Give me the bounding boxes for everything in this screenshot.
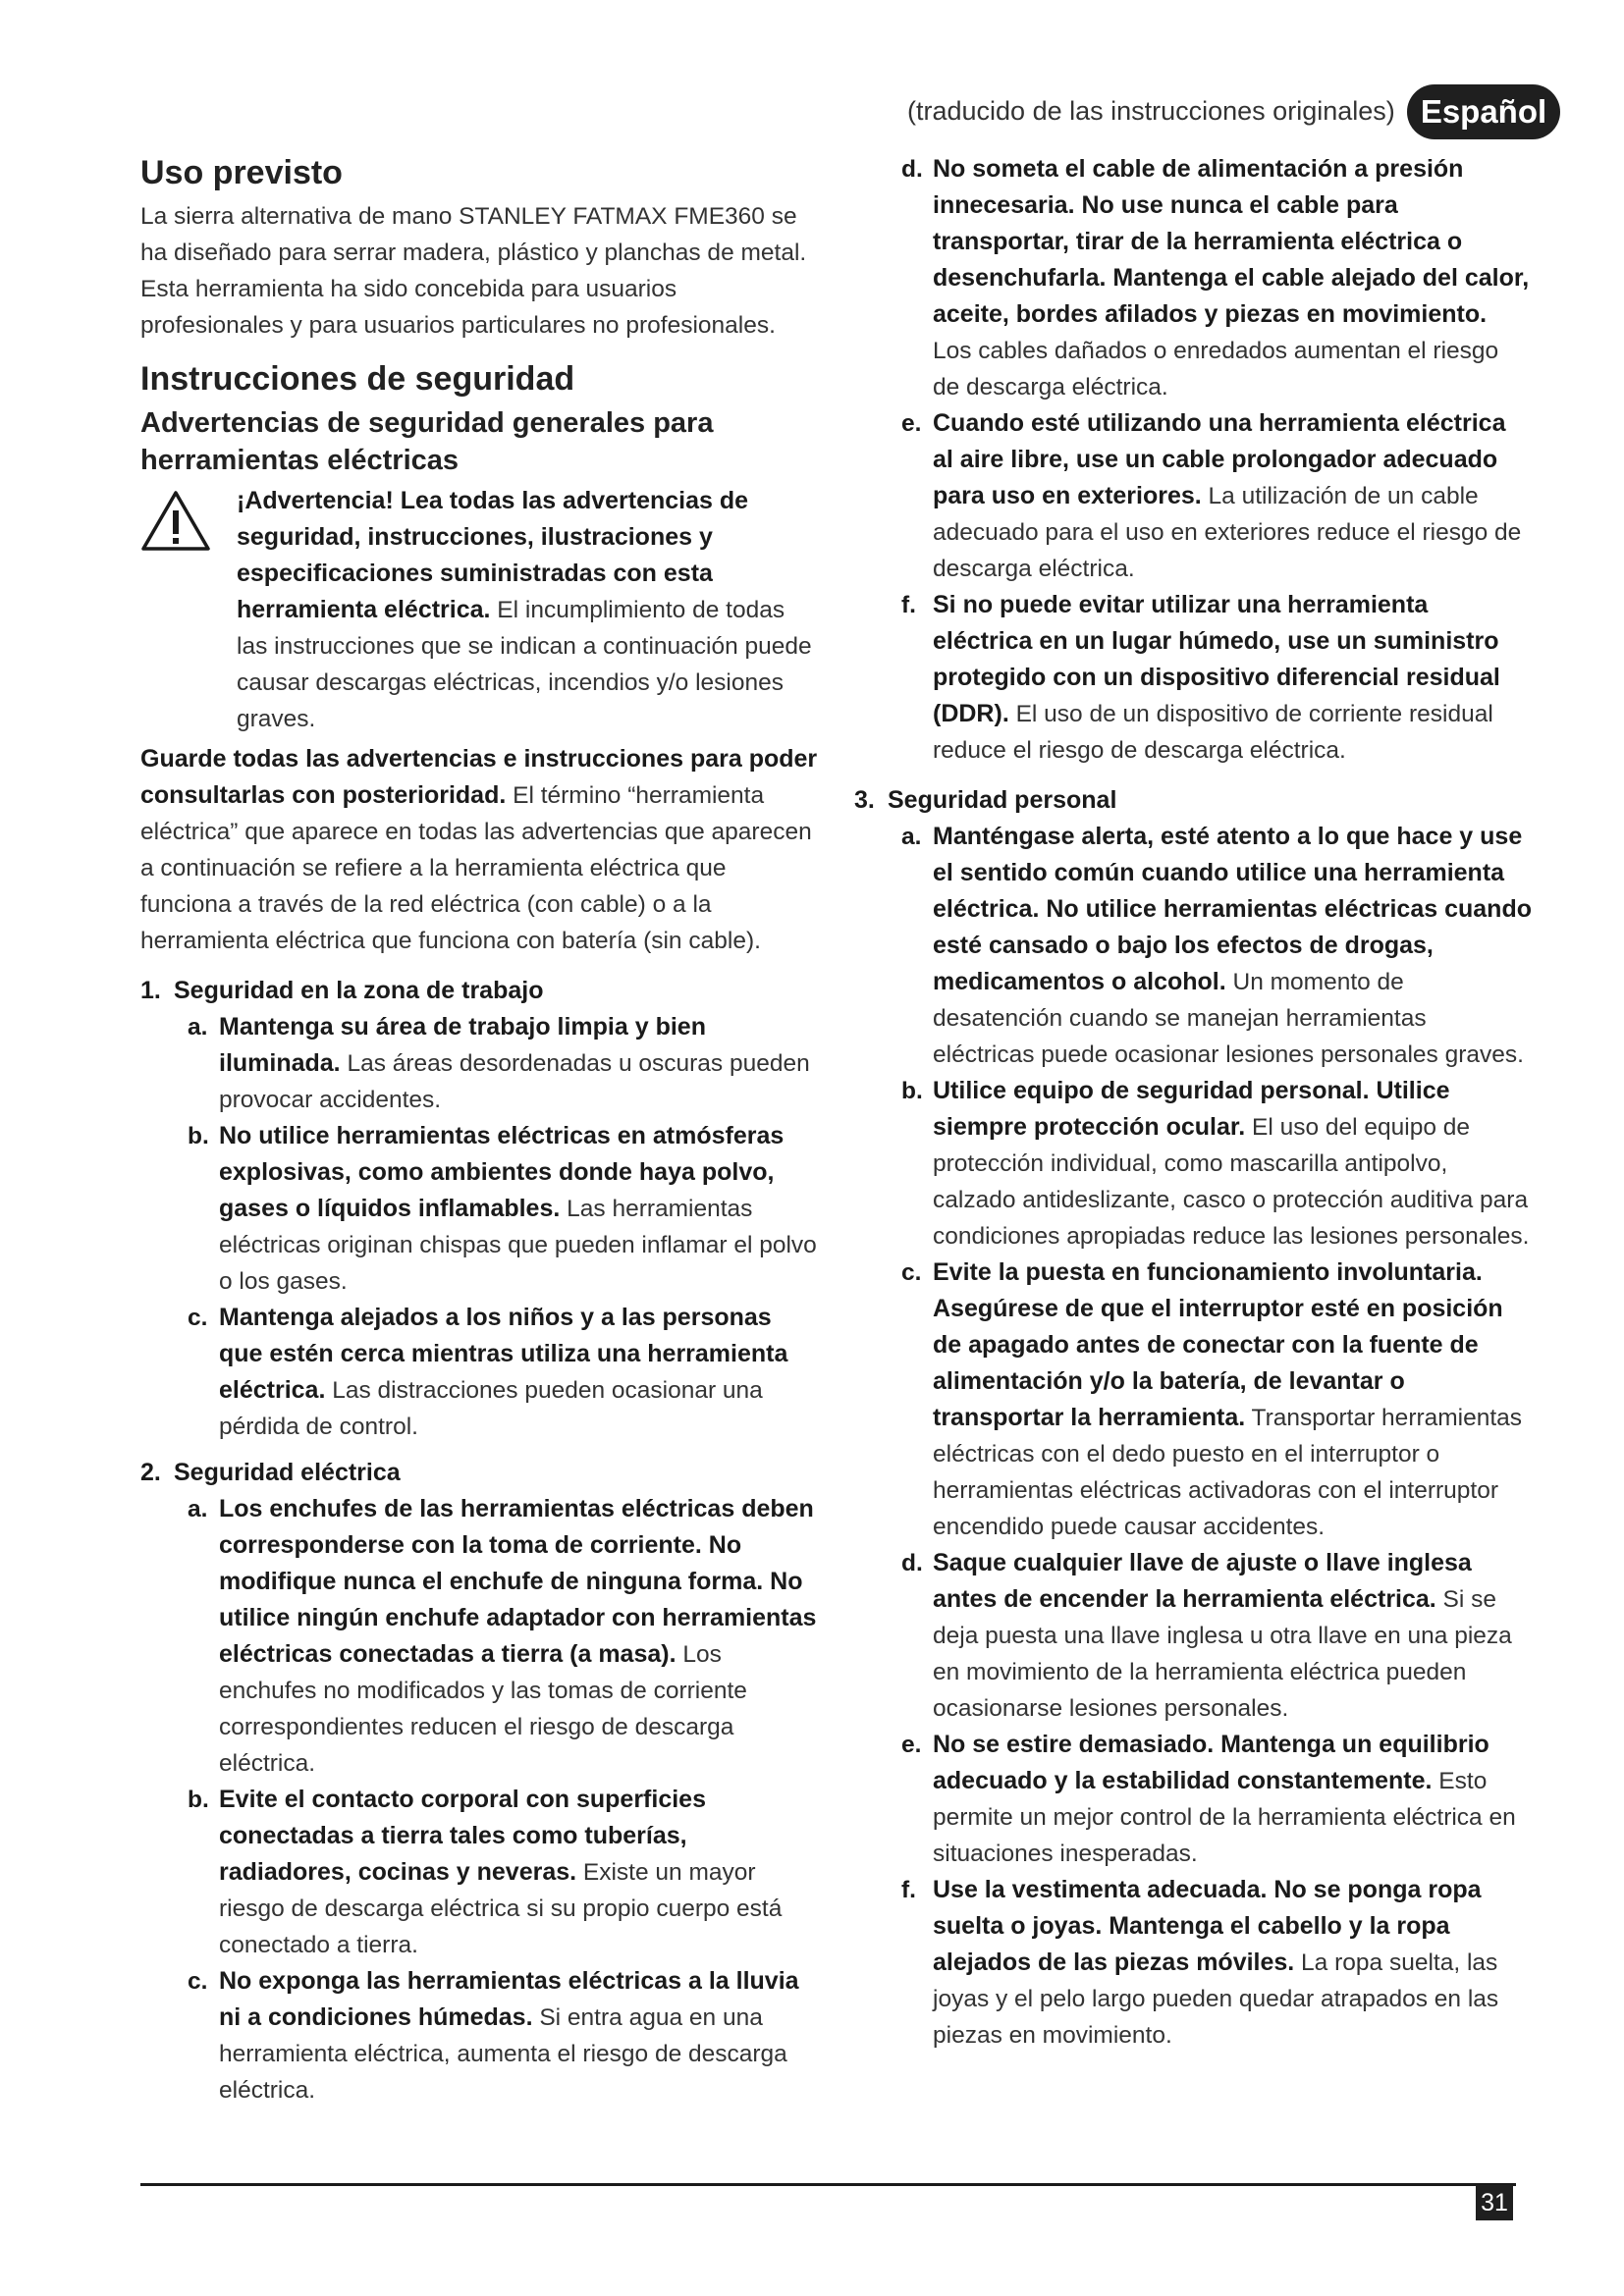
right-column (854, 151, 1532, 2054)
keep-bold: Guarde todas las advertencias e instrucciones para poder consultarlas con posterioridad. (140, 745, 818, 809)
list-item: b. Evite el contacto corporal con superficies conectadas a tierra tales como tuberías, radiadores, cocinas y neveras. Existe un mayor riesgo de descarga eléctrica si su propio cuerpo está conectado a tierra. (188, 1786, 783, 1958)
seguridad-subtitle: Advertencias de seguridad generales para herramientas eléctricas (140, 407, 714, 476)
keep-text: El término “herramienta eléctrica” que aparece en todas las advertencias que aparecen a continuación se refiere a la herramienta eléctrica que funciona a través de la red eléctrica (con cable) o a la herramienta eléctrica que funciona con batería (sin cable). (140, 782, 812, 954)
warning-triangle-icon (140, 489, 211, 552)
list-item: f. Si no puede evitar utilizar una herramienta eléctrica en un lugar húmedo, use un suministro protegido con un dispositivo diferencial residual (DDR). El uso de un dispositivo de corriente residual reduce el riesgo de descarga eléctrica. (901, 591, 1500, 764)
list-item: f. Use la vestimenta adecuada. No se ponga ropa suelta o joyas. Mantenga el cabello y la ropa alejados de las piezas móviles. La ropa suelta, las joyas y el pelo largo pueden quedar atrapados en las piezas en movimiento. (901, 1876, 1499, 2049)
warning-bold: ¡Advertencia! Lea todas las advertencias de seguridad, instrucciones, ilustraciones y especificaciones suministradas con esta herramienta eléctrica. (237, 487, 749, 623)
list-item: c. Mantenga alejados a los niños y a las personas que estén cerca mientras utiliza una herramienta eléctrica. Las distracciones pueden ocasionar una pérdida de control. (188, 1304, 788, 1440)
left-column (140, 153, 818, 2109)
list-item: b. No utilice herramientas eléctricas en atmósferas explosivas, como ambientes donde haya polvo, gases o líquidos inflamables. Las herramientas eléctricas originan chispas que pueden inflamar el polvo o los gases. (188, 1122, 817, 1295)
section-2-heading: 2. Seguridad eléctrica (140, 1459, 401, 1486)
list-item: c. No exponga las herramientas eléctricas a la lluvia ni a condiciones húmedas. Si entra agua en una herramienta eléctrica, aumenta el riesgo de descarga eléctrica. (188, 1967, 799, 2104)
uso-previsto-text: La sierra alternativa de mano STANLEY FATMAX FME360 se ha diseñado para serrar madera, plástico y planchas de metal. Esta herramienta ha sido concebida para usuarios profesionales y para usuarios particulares no profesionales. (140, 203, 807, 339)
section-3-heading: 3. Seguridad personal (854, 786, 1117, 814)
list-item: e. No se estire demasiado. Mantenga un equilibrio adecuado y la estabilidad constantemente. Esto permite un mejor control de la herramienta eléctrica en situaciones inesperadas. (901, 1731, 1516, 1867)
list-item: d. Saque cualquier llave de ajuste o llave inglesa antes de encender la herramienta eléctrica. Si se deja puesta una llave inglesa u otra llave en una pieza en movimiento de la herramienta eléctrica pueden ocasionarse lesiones personales. (901, 1549, 1512, 1722)
list-item: a. Manténgase alerta, esté atento a lo que hace y use el sentido común cuando utilice una herramienta eléctrica. No utilice herramientas eléctricas cuando esté cansado o bajo los efectos de drogas, medicamentos o alcohol. Un momento de desatención cuando se manejan herramientas eléctricas puede ocasionar lesiones personales graves. (901, 823, 1532, 1068)
list-item: e. Cuando esté utilizando una herramienta eléctrica al aire libre, use un cable prolongador adecuado para uso en exteriores. La utilización de un cable adecuado para el uso en exteriores reduce el riesgo de descarga eléctrica. (901, 409, 1522, 582)
list-item: d. No someta el cable de alimentación a presión innecesaria. No use nunca el cable para transportar, tirar de la herramienta eléctrica o desenchufarla. Mantenga el cable alejado del calor, aceite, bordes afilados y piezas en movimiento. Los cables dañados o enredados aumentan el riesgo de descarga eléctrica. (901, 155, 1530, 400)
seguridad-title: Instrucciones de seguridad (140, 360, 575, 398)
list-item: a. Mantenga su área de trabajo limpia y bien iluminada. Las áreas desordenadas u oscuras pueden provocar accidentes. (188, 1013, 810, 1113)
footer-rule (140, 2183, 1516, 2186)
warning-paragraph (237, 483, 818, 737)
keep-paragraph (140, 741, 818, 959)
page-number: 31 (1476, 2185, 1513, 2220)
list-item: a. Los enchufes de las herramientas eléctricas deben corresponderse con la toma de corriente. No modifique nunca el enchufe de ninguna forma. No utilice ningún enchufe adaptador con herramientas eléctricas conectadas a tierra (a masa). Los enchufes no modificados y las tomas de corriente correspondientes reducen el riesgo de descarga eléctrica. (188, 1495, 817, 1777)
list-item: c. Evite la puesta en funcionamiento involuntaria. Asegúrese de que el interruptor esté en posición de apagado antes de conectar con la fuente de alimentación y/o la batería, de levantar o transportar la herramienta. Transportar herramientas eléctricas con el dedo puesto en el interruptor o herramientas eléctricas activadoras con el interruptor encendido puede causar accidentes. (901, 1258, 1523, 1540)
language-badge: Español (1407, 84, 1560, 139)
list-item: b. Utilice equipo de seguridad personal. Utilice siempre protección ocular. El uso del equipo de protección individual, como mascarilla antipolvo, calzado antideslizante, casco o protección auditiva para condiciones apropiadas reduce las lesiones personales. (901, 1077, 1530, 1250)
warning-text: El incumplimiento de todas las instrucciones que se indican a continuación puede causar descargas eléctricas, incendios y/o lesiones graves. (237, 597, 812, 732)
uso-previsto-title: Uso previsto (140, 154, 343, 191)
warning-block (140, 483, 818, 737)
section-1-heading: 1. Seguridad en la zona de trabajo (140, 977, 544, 1004)
translation-note: (traducido de las instrucciones originales) (907, 96, 1395, 126)
